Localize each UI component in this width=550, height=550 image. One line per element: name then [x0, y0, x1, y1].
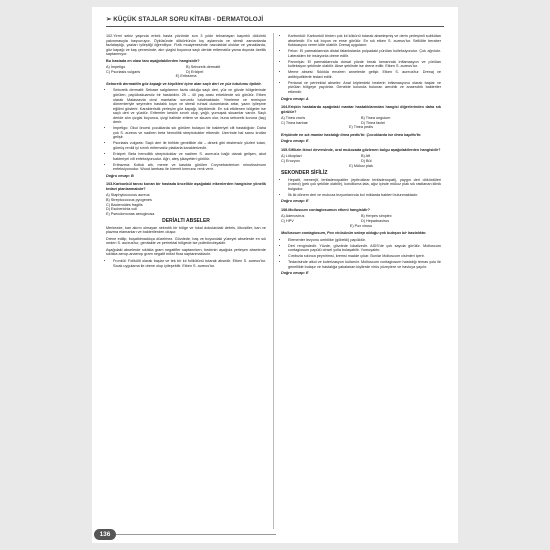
paragraph: Merkezde, kan akımı olmayan nekrotik bir bölge ve lokal dokulardaki debris, lökositler, kan ve plazma elamanları ve bakterilerden oluşur. [106, 225, 266, 235]
answer-105: Doğru cevap: E [281, 199, 309, 204]
option-a: A) Tinea cruris [281, 116, 306, 121]
bullet-item: • Felon: El parmaklarında distal falankslarda pulpadaki pürülan kolleksiyondur. Çok ağrılıdır. Lateralden bir insizyonla drene edilir. [288, 49, 441, 58]
question-105-options [281, 154, 441, 168]
answer-102: Doğru cevap: B [106, 173, 134, 178]
answer-106: Doğru cevap: E [281, 271, 309, 276]
option-b: B) Tinea unguium [361, 116, 391, 121]
option-a: A) Adenovirus [281, 214, 305, 219]
question-106-options [281, 214, 441, 228]
option-b: B) Aft [361, 154, 371, 159]
option-b: B) Streptococcus pyogenes [106, 197, 152, 202]
bullet-item: • Seboreik dermatit: Sebase salgılarının fazla olduğu saçlı deri, yüz ve gövde bölgelerinde görülen, papüloskuamöz bir hastalıktır. 25 – 40 yaş arası erkeklerde sık görülür. Etken olarak Malassezia cinsi mantarlar sorumlu tutulmaktadır. Yineleme ve remisyon dönemleriyle seyreden hastalık kışın ve stresli ruhsal durumlarda artar, yazın iyileşme eğilimi gösterir. Karakteristik yerleşim göz kapağı, kirpiklerdir. En sık etkilenen bölgeler ise saçlı deri ve yüzdür. Eritemler keskin sınırlı olup, yağlı, yumuşak skuamlar vardır. Saçlı deride alın çizgisi boyunca, çizgi halinde eritem ve skuam olur, buna seboreik korona (taç) denir. [113, 88, 266, 124]
bullet-item: • İlk iki dönem deri ve mukoza lezyonlarında bol miktarda bakteri bulunmaktadır. [288, 193, 441, 198]
question-103-options [106, 193, 266, 216]
option-e: E) Eritrazma [175, 74, 197, 79]
bullet-item: • Erizipel: Beta hemolitik streptokoklar ve nadiren S. aureus'a bağlı olarak gelişen, akut bakteriyel cilt enfeksiyonudur. Ağrı, ateş şikayetleri görülür. [113, 152, 266, 161]
question-103-text: 103.Karbonkül tanısı konan bir hastada öncelikle aşağıdaki etkenlerden hangisine yönelik tedavi planlanmalıdır? [106, 182, 266, 191]
paragraph: Aşağıdaki abselerde sıklıkla gram negatifler saptanırken, bedenin aşağıda yerleşen abselerde sıklıkla aerop-anaerop gram negatif mikst flora saptanmaktadır. [106, 247, 266, 257]
question-102-stem: Bu hastada en olası tanı aşağıdakilerden hangisidir? [106, 58, 200, 63]
option-d: D) Escherichia coli [106, 207, 138, 212]
option-e: E) Pox virusu [349, 223, 373, 228]
section-title-secondary-syphilis: SEKONDER SİFİLİZ [281, 170, 328, 177]
bullet-item: • Elementer lezyonu umbilike (göbekli) papüldür. [288, 238, 441, 243]
page-number-badge: 136 [94, 529, 116, 540]
bullet-item: • Fronkül: Folikülit olarak başlar ve tek bir kıl folikülünü tutarak absedir. Etken S. aureus'tur. Sıcak uygulama ile drene olup iyileşebilir. Etken S. aureus'tur. [113, 259, 266, 268]
option-c: C) Erozyon [281, 159, 300, 164]
bullet-list-102 [106, 88, 266, 171]
bullet-item: • Psoriasis vulgaris: Saçlı deri ile birlikte genellikle diz – dirsek gibi ekstensör yüzleri tutan, gümüş renkli iyi sınırlı eritematöz plaklarla karakterizedir. [113, 141, 266, 150]
explanation-106: Molluscum contagiosum, Pox virüsünün sebep olduğu çok bulaşıcı bir hastalıktır. [281, 231, 427, 236]
option-d: D) Tinea faciei [361, 120, 385, 125]
option-c: C) Bacteroides fragilis [106, 202, 143, 207]
bullet-list-103 [106, 259, 266, 268]
bullet-item: • Perianal ve perirektal abseler: Anal kriplerdeki bezlerin inflamasyonu olarak başlar ve pürülan bölgeye yayılırlar. Genelde kolonda bulunan aerobik ve anaerobik bakteriler etkendir. [288, 81, 441, 95]
question-104-text: 104.Erişkin hastalarda aşağıdaki mantar hastalıklarından hangisi diğerlerinden daha sık görülür? [281, 105, 441, 114]
paragraph: Drene edilip, boşaltılmadıkça düzelmez. Gövdede, baş ve boyundaki yüzeyel abselerde en sık neden S. aureus'tur, genitalde ve perirektal bölgede ise polimikrobiyaldir. [106, 236, 266, 246]
answer-104: Doğru cevap: E [281, 139, 309, 144]
option-c: C) HPV [281, 219, 294, 223]
bullet-list-105 [281, 178, 441, 198]
question-102-options [106, 65, 266, 79]
option-d: D) Bül [361, 159, 372, 164]
bullet-item: • Eritrazma: Koltuk altı, meme ve kasıkta görülen Corynebacterium minutissimum enfeksiyonudur. Wood lambası ile kiremit kırmızısı renk verir. [113, 163, 266, 172]
bullet-item: • Paronişia: El parmaklarında dorsal yüzde tırnak kenarında inflamasyon ve pürülan kolleksiyon şeklinde olabilir. Abse şeklinde ise drene edilir. Etken S. aureus'tur. [288, 60, 441, 69]
bullet-item: • İmpetigo: Okul öncesi çocuklarda sık görülen bulaşıcı bir bakteriyel cilt hastalığıdır. Daha çok S. aureus ve nadiren beta hemolitik streptokokler etkendir. Üzerinde bal sarısı krutlar gelişir. [113, 126, 266, 140]
answer-103: Doğru cevap: A [281, 96, 309, 101]
option-a: A) Staphylococcus aureus [106, 193, 150, 198]
option-e: E) Pseudomonas aeruginosa [106, 211, 155, 216]
bullet-item: • Tedavisinde alkol ve koterizasyon kullanılır. Molloscum contagiosum hastalığı temas yolu ile genellikle bulaşır ve hastalığa yakalanan kişilerde virüs yüzeylere ve havluya yayılır. [288, 260, 441, 269]
left-column [106, 34, 266, 270]
option-a: A) İmpetigo [106, 65, 126, 70]
option-a: A) Lökoplazi [281, 154, 302, 159]
bullet-item: • Meme absesi: Sıklıkla emziren annelerde gelişir. Etken S. aureus'tur. Drenaj ve antibiyotiklerle tedavi edilir. [288, 70, 441, 79]
option-b: B) Herpes simplex [361, 214, 392, 219]
bullet-item: • Deri rengindedir. Yüzde, gövdede lokalizedir. AIDS'de çok sayıda görülür. Molloscum contagiosum papülü cinsel yolla bulaşabilir. Yumuşaktır. [288, 244, 441, 253]
option-c: C) Psoriasis vulgaris [106, 69, 141, 74]
question-105-text: 105.Sifilizin ikinci devresinde, oral mukozada gözlenen bulgu aşağıdakilerden hangisidir? [281, 147, 441, 152]
page-header-title: ➢ KÜÇÜK STAJLAR SORU KİTABI - DERMATOLOJİ [106, 16, 264, 23]
bullet-item: • Hepatit, menenjit, lenfadenopatiler (epitroklear lenfadenopati), yaygın deri döküntüleri (roseol) (pek çok şekilde olabilir), kondiloma lata, ağız içinde mükoz plak sık rastlanan klinik bulgudur. [288, 178, 441, 192]
option-c: C) Tinea barbae [281, 120, 308, 125]
book-page [92, 7, 458, 543]
bullet-list-106 [281, 238, 441, 270]
option-b: B) Seboreik dermatit [186, 65, 221, 70]
option-e: E) Mükoz plak [349, 163, 373, 168]
bullet-item: • Karbonkül: Karbonkül birden çok kıl kökünü tutarak abseleşmiş ve derin yerleşimli subkütan abselerdir. En sık boyun ve ense görülür. En sık etken S. aureus'tur. Sellülite beraber fluktuasyon veren kitle olabilir. Drenaj uygulanır. [288, 34, 441, 48]
question-106-text: 106.Molluscum contagiosumun etkeni hangisidir? [281, 207, 370, 212]
question-104-options [281, 116, 441, 130]
right-column [281, 34, 441, 280]
explanation-104: Erişkinde en sık mantar hastalığı tinea pedis'tir. Çocuklarda ise tinea kapitis'tir. [281, 132, 422, 137]
option-e: E) Tinea pedis [349, 125, 373, 130]
question-102-text: 102.Yirmi sekiz yaşında erkek hasta yüzünde son 3 yıldır tekrarlayan kaşıntılı döküntü yakınmasıyla başvuruyor. Öyküsünde döküntünün kış aylarında ve stresli zamanlarda fazlalaştığı, yazları iyileştiği öğreniliyor. Fizik muayenesinde nazolabial oluklar ve yanaklarda, göz kapağı ve kaş çevresinde, alın çizgisi boyunca saçlı deride eritematöz yama dışında özellik saptanmıyor. [106, 34, 266, 57]
option-d: D) Hepadnavirus [361, 219, 390, 223]
section-title-abscess: DERİALTI ABSELER [162, 218, 210, 225]
header-divider [106, 26, 444, 27]
explanation-102: Seboreik dermatitin göz kapağı ve kirpikleri içine alan saçlı deri ve yüz tutulumu tipiktir. [106, 81, 262, 86]
column-divider [273, 33, 274, 529]
option-d: D) Erizipel [186, 69, 204, 74]
bullet-list-abscess-types [281, 34, 441, 95]
bullet-item: • Cımbızla sıkınca peynirimsi, kremsi madde çıkar. Bunlar Molloscum cisimleri içerir. [288, 254, 441, 259]
